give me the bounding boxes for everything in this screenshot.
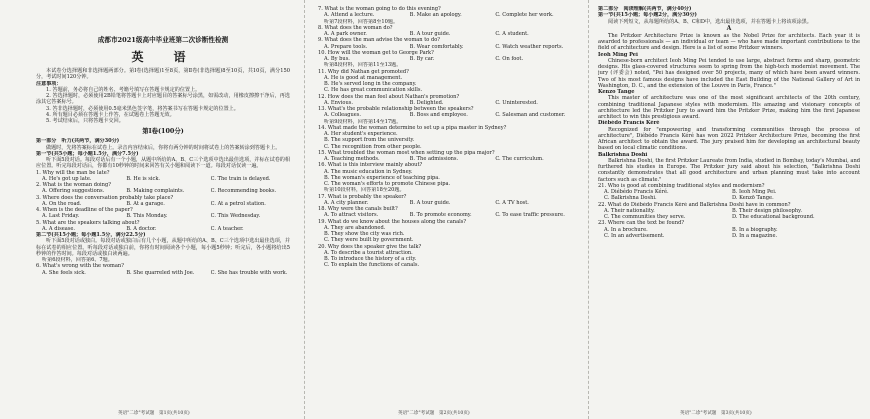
- option-a: A. Colleagues.: [324, 112, 361, 119]
- subject-title: 英 语: [131, 50, 195, 64]
- question-16: [318, 162, 576, 187]
- option-b: B. In a biography.: [732, 226, 778, 233]
- option-a: A. Diébédo Francis Kéré.: [604, 189, 669, 195]
- option-a: A. Envious.: [324, 99, 354, 106]
- note-item: 1. 答题前，务必将自己的姓名、考籍号填写在答题卡规定的位置上。: [46, 86, 201, 93]
- reading-instructions: 阅读下列短文，从每题所给的A、B、C和D中，选出最佳选项，并在答题卡上将该项涂黑。: [608, 18, 812, 25]
- question-8: [318, 25, 576, 38]
- question-text: 20. Why does the speaker give the talk?: [318, 243, 422, 250]
- page-2-column: [318, 6, 576, 413]
- material-hint: 听第6段材料，回答第6、7题。: [42, 257, 113, 263]
- question-text: 11. Why did Nathan get promoted?: [318, 68, 409, 75]
- option-c: C. To explain the functions of canals.: [324, 262, 420, 269]
- question-3: [36, 195, 290, 208]
- column-divider: [304, 0, 305, 419]
- exam-title: 成都市2021级高中毕业班第二次诊断性检测: [97, 36, 229, 44]
- question-text: 21. Who is good at combining traditional styles and modernism?: [598, 182, 765, 189]
- question-13: [318, 106, 576, 119]
- question-text: 23. Where can the text be found?: [598, 220, 685, 227]
- option-a: A. A disease.: [42, 225, 76, 232]
- question-text: 7. What is the woman going to do this evening?: [318, 6, 441, 12]
- option-c: C. In an advertisement.: [604, 232, 665, 239]
- material-hint: 听第7段材料，回答第8至10题。: [324, 18, 399, 25]
- option-c: C. The communities they serve.: [604, 214, 686, 220]
- question-5: [36, 220, 290, 233]
- option-b: B. A doctor.: [126, 225, 157, 232]
- passage-label: A: [726, 24, 732, 32]
- question-text: 9. What does the man advise the woman to do?: [318, 37, 440, 44]
- option-b: B. He is sick.: [126, 175, 161, 182]
- option-d: D. Kenzō Tange.: [732, 195, 774, 202]
- question-text: 13. What's the probable relationship between the speakers?: [318, 106, 474, 112]
- question-text: 15. What troubled the woman most when setting up the pipa major?: [318, 149, 495, 156]
- option-a: A. Last Friday.: [42, 213, 80, 220]
- option-c: C. The curriculum.: [495, 156, 544, 162]
- option-b: B. Delighted.: [409, 99, 444, 106]
- question-15: [318, 150, 576, 163]
- option-c: C. On foot.: [495, 56, 524, 62]
- question-text: 6. What's wrong with the woman?: [36, 263, 124, 270]
- question-text: 4. When is the deadline of the paper?: [36, 207, 133, 213]
- option-c: C. The train is delayed.: [210, 175, 271, 182]
- note-item: 2. 答选择题时，必须使用2B铅笔将答题卡上对应题目的答案标号涂黑，如需改动，用橡皮擦擦干净后，再选涂其它答案标号。: [36, 93, 290, 106]
- option-b: B. A tour guide.: [409, 199, 451, 206]
- option-b: B. The woman's experience of teaching pipa.: [324, 174, 440, 181]
- question-14: [318, 125, 576, 150]
- option-b: B. They show the city was rich.: [324, 231, 405, 237]
- question-text: 5. What are the speakers talking about?: [36, 219, 140, 226]
- question-9: [318, 37, 576, 50]
- question-19: [318, 219, 576, 244]
- question-18: [318, 206, 576, 219]
- option-a: A. Prepare tools.: [324, 43, 368, 50]
- option-b: B. The admissions.: [409, 156, 459, 162]
- section-1-heading: 第一节(共5小题；每小题1.5分，满分7.5分): [36, 150, 139, 157]
- material-hint: 听第8段材料，回答第11至13题。: [324, 62, 402, 69]
- page-footer: 英语"二诊"考试题 第3页(共10页): [680, 411, 752, 416]
- option-a: A. To describe a tourist attraction.: [324, 249, 413, 256]
- option-b: B. At a garage.: [126, 200, 165, 207]
- option-c: C. Salesman and customer.: [495, 112, 566, 119]
- page-footer: 英语"二诊"考试题 第1页(共10页): [118, 411, 190, 416]
- question-21: [598, 183, 860, 202]
- winner-description: Chinese-born architect Ieoh Ming Pei tended to use large, abstract forms and sharp, geometric designs. His glass-covered structures seem to spring from the high-tech modernist movement. The jury (评委会) noted, "Pei has designed over 50 projects, many of which have been award winners. Two of his most famous designs have included the East Building of the National Gallery of Art in Washington, D. C., and the extension of the Louvre in Paris, France.": [598, 57, 860, 89]
- option-b: B. Make an apology.: [409, 12, 462, 19]
- question-12: [318, 94, 576, 107]
- question-7: [318, 6, 576, 19]
- option-b: B. Wear comfortably.: [409, 43, 464, 50]
- part-2-heading: 第二部分 阅读理解(共两节，满分40分): [598, 6, 692, 12]
- option-a: A. She feels sick.: [42, 269, 86, 276]
- question-text: 8. What does the woman do?: [318, 24, 393, 31]
- section-2-heading: 第二节(共15小题；每小题1.5分，满分22.5分): [36, 232, 146, 238]
- note-item: 5. 考试结束后，只将答题卡交回。: [46, 118, 124, 124]
- question-2: [36, 182, 290, 195]
- option-a: A. He's got up late.: [42, 175, 92, 182]
- option-a: A. To attract visitors.: [324, 212, 379, 219]
- question-text: 14. What made the woman determine to set up a pipa master in Sydney?: [318, 124, 507, 131]
- option-b: B. This Monday.: [126, 213, 168, 220]
- option-c: C. Recommending books.: [210, 188, 277, 195]
- page-3-column: [598, 6, 860, 413]
- section-2-description: 听下面5段对话或独白。每段对话或独白后有几个小题，从题中所给的A、B、C三个选项中选出最佳选项，并标在试卷的相应位置。听每段对话或独白前，你将有时间阅读各个小题，每小题5秒钟；听完后，各小题将给出5秒钟的作答时间。每段对话或独白读两遍。: [36, 238, 290, 257]
- material-hint: 听第10段材料，回答第18至20题。: [324, 187, 405, 194]
- question-23: [598, 220, 860, 239]
- note-item: 4. 所有题目必须在答题卡上作答，在试题卷上答题无效。: [46, 111, 175, 118]
- page-1-column: [36, 6, 290, 413]
- option-c: C. Balkrishna Doshi.: [604, 195, 657, 202]
- option-a: A. In a brochure.: [604, 226, 648, 233]
- option-a: A. Her student's experience.: [324, 131, 398, 137]
- question-text: 22. What do Diébédo Francis Kéré and Balkrishna Doshi have in common?: [598, 201, 791, 208]
- question-text: 1. Why will the man be late?: [36, 169, 110, 176]
- winner-description: Balkrishna Doshi, the first Pritzker Laureate from India, studied in Bombay, today's Mumbai, and furthered his studies in Europe. The Pritzker jury said about his selection, "Balkrishna Doshi constantly demonstrates that all good architecture and urban planning must take into account factors such as climate.": [598, 157, 860, 183]
- option-b: B. By car.: [409, 56, 435, 62]
- page-footer: 英语"二诊"考试题 第2页(共10页): [398, 411, 470, 416]
- question-text: 2. What is the woman doing?: [36, 182, 111, 188]
- column-divider: [588, 0, 589, 419]
- option-b: B. She quarreled with Joe.: [126, 269, 195, 276]
- question-4: [36, 207, 290, 220]
- option-b: B. Their design philosophy.: [732, 207, 802, 214]
- option-c: C. The recognition from other people.: [324, 143, 422, 150]
- question-text: 19. What do we know about the houses along the canals?: [318, 218, 467, 225]
- option-c: C. To ease traffic pressure.: [495, 212, 565, 219]
- option-c: C. This Wednesday.: [210, 213, 261, 220]
- part-1-description: 做题时，先将答案标在试卷上。录音内容结束后，你将有两分钟的时间将试卷上的答案转涂到答题卡上。: [46, 144, 281, 151]
- option-a: A. Offering suggestions.: [42, 188, 105, 195]
- material-hint: 听第9段材料，回答第14至17题。: [324, 118, 402, 125]
- option-c: C. She has trouble with work.: [210, 269, 288, 276]
- option-b: B. Making complaints.: [126, 188, 185, 195]
- option-d: D. The educational background.: [732, 214, 815, 220]
- notes-title: 注意事项：: [36, 80, 62, 87]
- note-item: 3. 答非选择题时，必须使用0.5毫米黑色签字笔，将答案书写在答题卡规定的位置上。: [46, 105, 239, 112]
- option-b: B. He's served long in the company.: [324, 81, 417, 87]
- option-c: C. A student.: [495, 31, 529, 37]
- winner-name: Diébédo Francis Kéré: [598, 120, 660, 127]
- option-a: A. By bus.: [324, 56, 350, 62]
- option-a: A. On the road.: [42, 200, 82, 207]
- option-b: B. Boss and employee.: [409, 112, 468, 119]
- option-c: C. They were built by government.: [324, 237, 414, 244]
- question-20: [318, 244, 576, 269]
- winner-name: Kenzō Tange: [598, 89, 635, 95]
- option-d: D. In a magazine.: [732, 232, 778, 239]
- option-c: C. He has great communication skills.: [324, 87, 423, 94]
- option-c: C. A teacher.: [210, 225, 244, 232]
- option-b: B. To promote economy.: [409, 212, 472, 219]
- winner-name: Balkrishna Doshi: [598, 151, 648, 158]
- question-text: 16. What is this interview mainly about?: [318, 162, 423, 169]
- option-b: B. To introduce the history of a city.: [324, 256, 417, 262]
- option-b: B. Ieoh Ming Pei.: [732, 189, 777, 195]
- option-a: A. Their nationality.: [604, 207, 655, 214]
- question-22: [598, 202, 860, 221]
- part-1-heading: 第一部分 听力(共两节，满分30分): [36, 138, 120, 145]
- section-1-description: 听下面5段对话。每段对话后有一个小题，从题中所给的A、B、C三个选项中选出最佳选项，并标在试卷的相应位置。听完每段对话后，你都有10秒钟的时间来回答有关小题和阅读下一道。每段对话仅读一遍。: [36, 157, 290, 170]
- question-text: 10. How will the woman get to George Park?: [318, 49, 434, 56]
- option-a: A. Attend a lecture.: [324, 12, 375, 19]
- option-c: C. Complete her work.: [495, 12, 554, 19]
- question-17: [318, 194, 576, 207]
- option-a: A. The music education in Sydney.: [324, 168, 413, 175]
- option-c: C. Watch weather reports.: [495, 43, 564, 50]
- question-text: 18. Why were the canals built?: [318, 206, 398, 212]
- option-b: B. A tour guide.: [409, 31, 451, 37]
- option-a: A. A park owner.: [324, 31, 367, 37]
- winner-description: This master of architecture was one of the most significant architects of the 20th century, combining traditional Japanese styles with modernism. His amazing and visionary concepts of architecture led the Pritzker Jury to award him the Pritzker Prize, making him the first Japanese architect to win this prestigious award.: [598, 95, 860, 120]
- question-text: 3. Where does the conversation probably take place?: [36, 194, 174, 201]
- option-b: B. The support from the university.: [324, 137, 415, 144]
- question-6: [36, 263, 290, 276]
- winner-description: Recognized for "empowering and transforming communities through the process of architecture", Diébédo Francis Kéré has won 2022 Pritzker Architecture Prize, becoming the first African architect to obtain the award. The jury praised him for developing an architectural beauty based on local climatic conditions.: [598, 126, 860, 152]
- passage-paragraph: The Pritzker Architecture Prize is known as the Nobel Prize for architects. Each year it is awarded to professionals — an individual or team — who have made important contributions to the field of architecture and design. Here is a list of some Pritzker winners.: [598, 32, 860, 52]
- volume-title: 第Ⅰ卷(100分): [142, 127, 184, 136]
- question-11: [318, 69, 576, 94]
- question-text: 12. How does the man feel about Nathan's promotion?: [318, 93, 460, 100]
- question-1: [36, 170, 290, 183]
- reading-section-heading: 第一节(共15小题；每小题2分，满分30分): [598, 12, 697, 19]
- option-a: A. A city planner.: [324, 199, 369, 206]
- option-c: C. A TV host.: [495, 199, 529, 206]
- winner-name: Ieoh Ming Pei: [598, 51, 638, 58]
- question-text: 17. What is probably the speaker?: [318, 193, 407, 200]
- option-a: A. Teaching methods.: [324, 156, 380, 162]
- option-c: C. The woman's efforts to promote Chinese pipa.: [324, 181, 451, 187]
- option-a: A. He is good at management.: [324, 74, 403, 81]
- option-c: C. At a petrol station.: [210, 200, 266, 207]
- exam-intro: 本试卷分选择题和非选择题两部分。第Ⅰ卷(选择题)1至8页，第Ⅱ卷(非选择题)8至10页，共10页，满分150分，考试时间120分钟。: [36, 68, 290, 81]
- option-a: A. They are abandoned.: [324, 224, 386, 231]
- question-10: [318, 50, 576, 63]
- option-c: C. Uninterested.: [495, 99, 538, 106]
